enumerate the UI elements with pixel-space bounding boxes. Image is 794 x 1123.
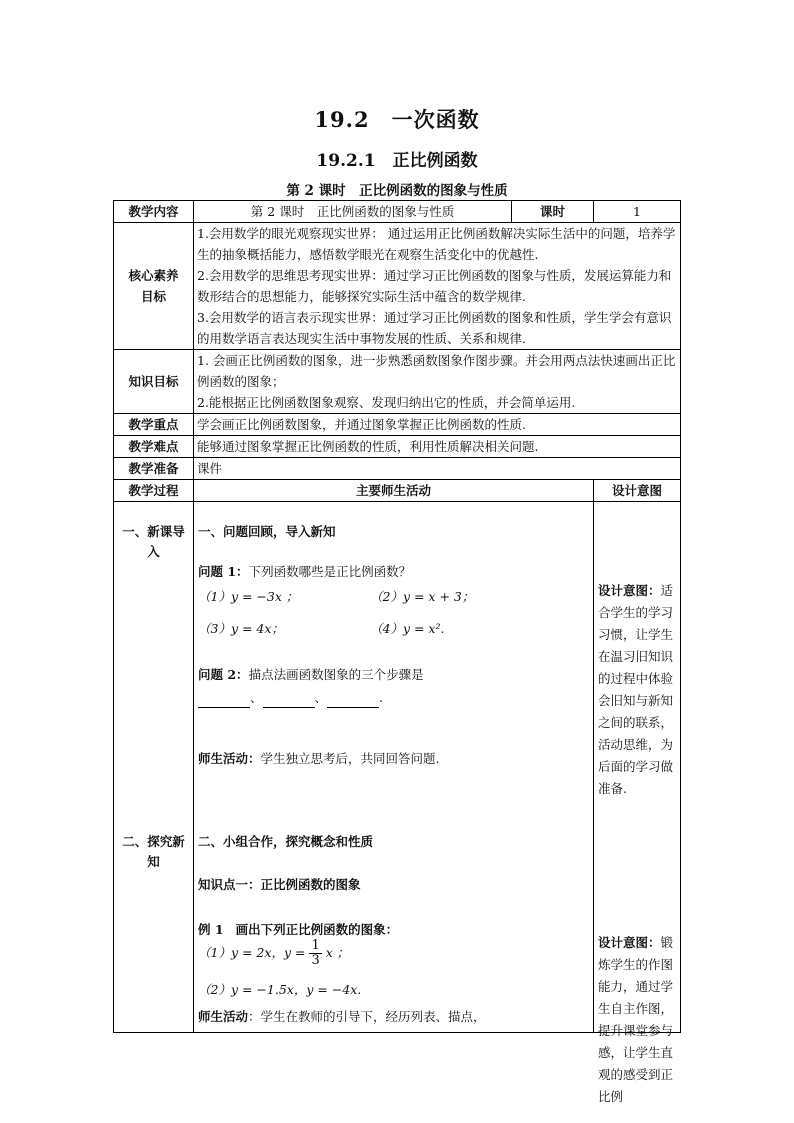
row-content [114,201,681,223]
core-label-line2: 目标 [140,289,166,304]
key-value: 学会画正比例函数图象，并通过图象掌握正比例函数的性质. [194,414,681,436]
lesson-plan-table [113,200,681,1104]
row-process-header [114,480,681,502]
fraction-one-third [309,939,321,968]
section-subtitle: 19.2.1 正比例函数 [316,151,478,171]
example-line-2: （2）y = −1.5x，y = −4x. [198,982,362,997]
stage-1: 一、新课导入 [122,524,185,559]
core-label-line1: 核心素养 [128,268,179,283]
function-3: （3）y = 4x； [198,621,284,636]
question-2-label: 问题 2： [198,667,249,682]
section2-heading: 二、小组合作，探究概念和性质 [198,834,374,849]
row-difficult [114,436,681,458]
intent-1-label: 设计意图： [598,583,661,598]
function-row-2 [198,619,589,639]
core-label [114,223,194,350]
function-1: （1）y = −3x ； [198,589,299,604]
fraction-denominator: 3 [311,953,320,968]
knowledge-item-2: 2.能根据正比例函数图象观察、发现归纳出它的性质，并会简单运用. [197,395,576,410]
intent-cell [594,502,681,1104]
hours-label: 课时 [512,201,594,223]
knowledge-label: 知识目标 [114,350,194,414]
lesson-heading: 第 2 课时 正比例函数的图象与性质 [286,183,508,199]
example-1-eq-prefix: （1）y = 2x，y = [198,945,306,960]
row-prep [114,458,681,480]
knowledge-point-1: 知识点一：正比例函数的图象 [198,877,361,892]
stage-cell [114,502,194,1033]
intent-2-text: 锻炼学生的作图能力，通过学生自主作图，提升课堂参与感，让学生直观的感受到正比例 [598,935,674,1104]
blank-2 [263,693,315,708]
blank-1 [198,693,250,708]
question-1-text: 下列函数哪些是正比例函数？ [248,564,412,579]
process-label: 教学过程 [114,480,194,502]
function-row-1 [198,587,589,607]
core-item-1: 1.会用数学的眼光观察现实世界： 通过运用正比例函数解决实际生活中的问题，培养学生的抽象概括能力，感悟数学眼光在观察生活变化中的优越性. [197,226,676,262]
question-2 [198,665,589,685]
content-label: 教学内容 [114,201,194,223]
question-2-blanks [198,688,589,708]
intent-header: 设计意图 [594,480,681,502]
difficult-label: 教学难点 [114,436,194,458]
core-item-2: 2.会用数学的思维思考现实世界：通过学习正比例函数的图象与性质，发展运算能力和数形结合的思想能力，能够探究实际生活中蕴含的数学规律. [197,268,672,304]
stage-2: 二、探究新知 [122,834,185,869]
blank-sep-2: 、 [314,690,328,705]
blank-3 [327,693,379,708]
activity-2 [198,1007,589,1027]
activity-1 [198,749,589,769]
content-value: 第 2 课时 正比例函数的图象与性质 [194,201,512,223]
blank-end: . [379,690,384,705]
knowledge-content [194,350,681,414]
activity-2-label: 师生活动 [198,1009,249,1024]
function-4: （4）y = x². [370,621,445,636]
core-item-3: 3.会用数学的语言表示现实世界：通过学习正比例函数的图象和性质，学生学会有意识的用数学语言表达现实生活中事物发展的性质、关系和规律. [197,310,672,346]
example-line-1 [198,937,589,969]
fraction-numerator: 1 [311,938,320,953]
blank-sep-1: 、 [250,690,263,705]
hours-value: 1 [594,201,681,223]
page-title: 19.2 一次函数 [314,107,480,132]
function-2: （2）y = x + 3； [370,589,475,604]
difficult-value: 能够通过图象掌握正比例函数的性质，利用性质解决相关问题. [194,436,681,458]
section1-heading: 一、问题回顾，导入新知 [198,524,336,539]
question-2-text: 描点法画函数图象的三个步骤是 [248,667,424,682]
knowledge-item-1: 1. 会画正比例函数的图象，进一步熟悉函数图象作图步骤。并会用两点法快速画出正比例函数的图象； [197,353,676,389]
example-1-eq-suffix: x ； [325,945,350,960]
prep-value: 课件 [194,458,681,480]
prep-label: 教学准备 [114,458,194,480]
question-1-label: 问题 1： [198,564,249,579]
intent-1-text: 适合学生的学习习惯，让学生在温习旧知识的过程中体验会旧知与新知之间的联系，活动思维，为后面的学习做准备. [598,583,674,796]
activity-header: 主要师生活动 [194,480,594,502]
core-content [194,223,681,350]
row-key [114,414,681,436]
key-label: 教学重点 [114,414,194,436]
example-1-label: 例 1 [198,922,224,937]
activity-2-text: ：学生在教师的引导下，经历列表、描点， [248,1009,486,1024]
intent-1 [598,580,676,800]
row-core [114,223,681,350]
question-1 [198,562,589,582]
intent-2-label: 设计意图： [598,935,661,950]
activity-1-label: 师生活动： [198,751,261,766]
activity-cell [194,502,594,1033]
row-process-body [114,502,681,1033]
example-1-text: 画出下列正比例函数的图象： [235,922,399,937]
intent-2 [598,932,676,1108]
activity-1-text: 学生独立思考后，共同回答问题. [260,751,440,766]
row-knowledge [114,350,681,414]
